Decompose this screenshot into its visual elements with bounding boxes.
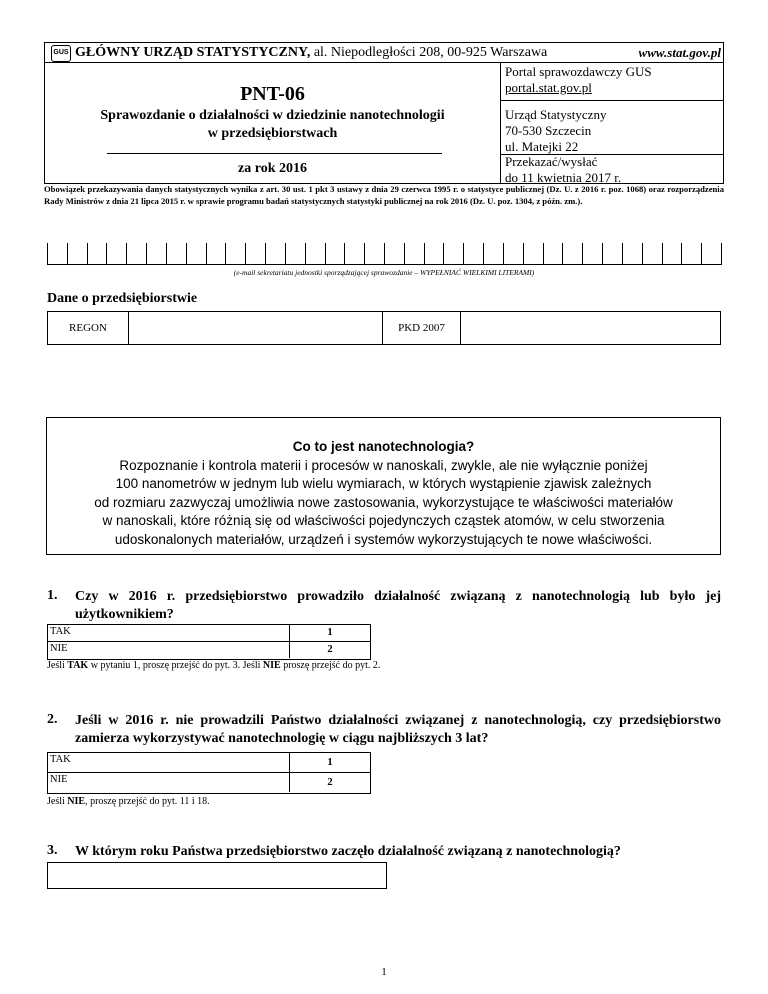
email-cell-divider xyxy=(305,243,306,264)
q1-text: Czy w 2016 r. przedsiębiorstwo prowadziło działalność związaną z nanotechnologią lub było jej użytkownikiem? xyxy=(75,589,721,622)
header-top-bar xyxy=(45,43,723,63)
definition-title: Co to jest nanotechnologia? xyxy=(292,439,475,454)
email-cell-divider xyxy=(87,243,88,264)
q1-options xyxy=(47,624,371,660)
portal-info xyxy=(505,64,652,96)
email-cell-divider xyxy=(265,243,266,264)
q3-year-input[interactable] xyxy=(47,862,387,889)
q1-note xyxy=(47,660,380,671)
office-name: Urząd Statystyczny xyxy=(505,107,607,122)
deadline-date: do 11 kwietnia 2017 r. xyxy=(505,170,622,185)
portal-divider xyxy=(500,100,723,101)
email-cell-divider xyxy=(602,243,603,264)
deadline-label: Przekazać/wysłać xyxy=(505,154,598,169)
portal-url-link[interactable]: portal.stat.gov.pl xyxy=(505,80,592,95)
definition-line: 100 nanometrów w jednym lub wielu wymiarach, w których wystąpienie zjawisk zależnych xyxy=(115,476,652,492)
option-code: 2 xyxy=(289,642,370,658)
legal-basis-text: Obowiązek przekazywania danych statystycznych wynika z art. 30 ust. 1 pkt 3 ustawy z dnia 29 czerwca 1995 r. o statystyce publicznej (Dz. U. z 2016 r. poz. 1068) oraz rozporządzenia Rady Ministrów z dnia 21 lipca 2015 r. w sprawie programu badań statystycznych statystyki publicznej na rok 2016 (Dz. U. poz. 1304, z późn. zm.). xyxy=(44,184,724,206)
q3-text: W którym roku Państwa przedsiębiorstwo zaczęło działalność związaną z nanotechnologią? xyxy=(75,844,621,859)
email-cell-divider xyxy=(344,243,345,264)
office-address xyxy=(505,107,606,155)
portal-name: Portal sprawozdawczy GUS xyxy=(505,64,652,79)
form-title-line-2: w przedsiębiorstwach xyxy=(207,126,338,141)
q2-option-yes[interactable] xyxy=(48,753,370,773)
email-cell-divider xyxy=(543,243,544,264)
title-rule xyxy=(107,153,442,154)
email-cell-divider xyxy=(424,243,425,264)
regon-label: REGON xyxy=(48,312,129,344)
email-cell-divider xyxy=(364,243,365,264)
form-year: za rok 2016 xyxy=(238,161,307,176)
form-title xyxy=(45,107,500,143)
form-header xyxy=(44,42,724,184)
option-label: TAK xyxy=(50,754,71,765)
gus-logo-icon: GUS xyxy=(51,45,71,62)
option-label: NIE xyxy=(50,774,68,785)
q1-option-no[interactable] xyxy=(48,642,370,659)
email-input-cells[interactable] xyxy=(47,243,722,265)
definition-line: od rozmiaru zazwyczaj umożliwia nowe zastosowania, wykorzystujące te właściwości materiałów xyxy=(94,494,673,510)
note-text: proszę przejść do pyt. 2. xyxy=(280,660,381,671)
note-bold: NIE xyxy=(262,660,281,671)
definition-line: Rozpoznanie i kontrola materii i procesów w nanoskali, zwykle, ale nie wyłącznie poniżej xyxy=(119,457,648,473)
email-cell-divider xyxy=(47,243,48,264)
company-section-title: Dane o przedsiębiorstwie xyxy=(47,291,198,306)
q1-number: 1. xyxy=(47,588,58,603)
deadline-info xyxy=(505,154,621,186)
email-cell-divider xyxy=(463,243,464,264)
agency-line xyxy=(75,45,547,61)
email-cell-divider xyxy=(245,243,246,264)
email-cell-divider xyxy=(562,243,563,264)
email-cell-divider xyxy=(503,243,504,264)
q2-options xyxy=(47,752,371,794)
agency-name: GŁÓWNY URZĄD STATYSTYCZNY, xyxy=(75,45,311,60)
q1-option-yes[interactable] xyxy=(48,625,370,642)
nanotech-definition-box xyxy=(46,417,721,555)
office-city: 70-530 Szczecin xyxy=(505,123,592,138)
q2-text: Jeśli w 2016 r. nie prowadzili Państwo działalności związanej z nanotechnologią, czy przedsiębiorstwo zamierza wykorzystywać nanotechnologię w ciągu najbliższych 3 lat? xyxy=(75,713,721,746)
email-cell-divider xyxy=(622,243,623,264)
note-text: Jeśli xyxy=(47,796,68,807)
email-cell-divider xyxy=(206,243,207,264)
email-cell-divider xyxy=(701,243,702,264)
email-cell-divider xyxy=(384,243,385,264)
definition-line: udoskonalonych materiałów, urządzeń i systemów wykorzystujących te nowe właściwości. xyxy=(114,531,653,547)
email-cell-divider xyxy=(126,243,127,264)
email-cell-divider xyxy=(681,243,682,264)
option-code: 1 xyxy=(289,625,370,641)
email-cell-divider xyxy=(166,243,167,264)
agency-address: al. Niepodległości 208, 00-925 Warszawa xyxy=(310,45,548,60)
email-cell-divider xyxy=(662,243,663,264)
office-street: ul. Matejki 22 xyxy=(505,139,579,154)
email-caption: (e-mail sekretariatu jednostki sporządzającej sprawozdanie – WYPEŁNIAĆ WIELKIMI LITERAMI) xyxy=(233,268,535,277)
header-divider xyxy=(500,62,501,184)
q3-number: 3. xyxy=(47,843,58,858)
note-bold: NIE xyxy=(67,796,86,807)
definition-line: w nanoskali, które różnią się od właściwości pojedynczych cząstek atomów, w celu stworzenia xyxy=(102,513,665,529)
email-cell-divider xyxy=(285,243,286,264)
email-cell-divider xyxy=(325,243,326,264)
email-cell-divider xyxy=(582,243,583,264)
form-title-line-1: Sprawozdanie o działalności w dziedzinie nanotechnologii xyxy=(100,108,445,123)
q2-option-no[interactable] xyxy=(48,773,370,793)
email-cell-divider xyxy=(404,243,405,264)
email-cell-divider xyxy=(443,243,444,264)
email-cell-divider xyxy=(642,243,643,264)
email-cell-divider xyxy=(106,243,107,264)
email-cell-divider xyxy=(721,243,722,264)
regon-input[interactable] xyxy=(129,312,383,344)
note-text: Jeśli xyxy=(47,660,68,671)
company-data-table xyxy=(47,311,721,345)
pkd-input[interactable] xyxy=(461,312,720,344)
option-code: 2 xyxy=(289,773,370,792)
pkd-label: PKD 2007 xyxy=(383,312,461,344)
note-text: w pytaniu 1, proszę przejść do pyt. 3. Jeśli xyxy=(88,660,263,671)
option-label: TAK xyxy=(50,626,71,637)
email-cell-divider xyxy=(67,243,68,264)
note-text: , proszę przejść do pyt. 11 i 18. xyxy=(85,796,210,807)
option-label: NIE xyxy=(50,643,68,654)
email-cell-divider xyxy=(225,243,226,264)
email-cell-divider xyxy=(146,243,147,264)
form-code: PNT-06 xyxy=(240,83,305,105)
q2-number: 2. xyxy=(47,712,58,727)
note-bold: TAK xyxy=(67,660,89,671)
option-code: 1 xyxy=(289,753,370,772)
email-cell-divider xyxy=(523,243,524,264)
q2-note xyxy=(47,796,210,807)
website-link[interactable]: www.stat.gov.pl xyxy=(638,45,721,60)
email-cell-divider xyxy=(483,243,484,264)
page-number: 1 xyxy=(381,966,387,978)
email-cell-divider xyxy=(186,243,187,264)
